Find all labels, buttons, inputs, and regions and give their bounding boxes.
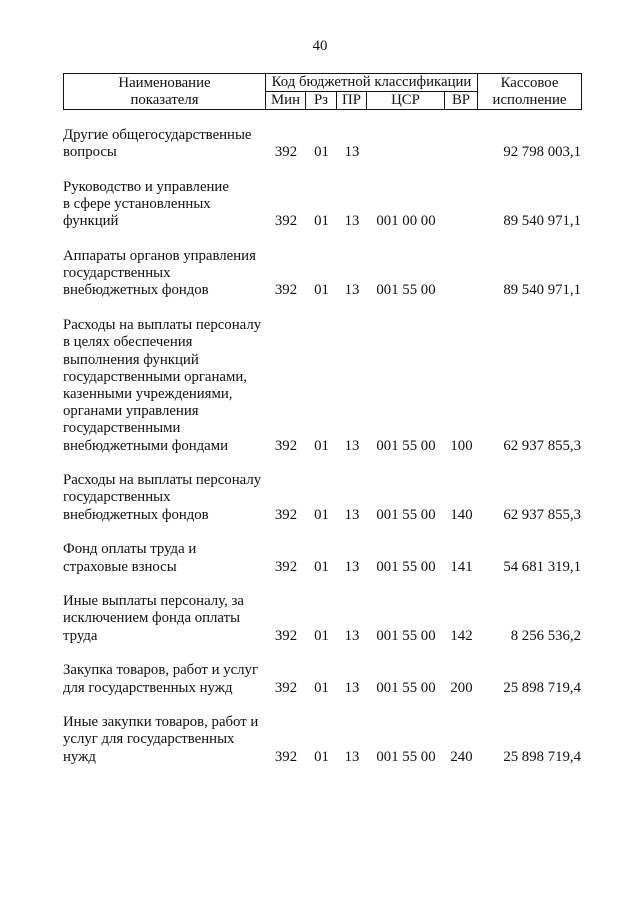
- indicator-name-line: труда: [63, 627, 98, 644]
- indicator-name-line: в целях обеспечения: [63, 334, 193, 351]
- header-code-expense-type: ВР: [451, 92, 471, 108]
- indicator-name-line: внебюджетных фондов: [63, 506, 209, 523]
- indicator-name: [63, 248, 266, 300]
- section-code: 01: [314, 506, 329, 523]
- indicator-name-line: исключением фонда оплаты: [63, 610, 241, 627]
- subsection-code: 13: [344, 506, 360, 523]
- indicator-name-line: Фонд оплаты труда и: [63, 541, 197, 558]
- table-row: [63, 662, 581, 696]
- indicator-name-line: внебюджетных фондов: [63, 282, 209, 299]
- cash-execution-value: 25 898 719,4: [503, 748, 581, 765]
- target-article-code: 001 55 00: [376, 437, 436, 454]
- target-article-code: 001 00 00: [376, 213, 436, 230]
- section-code: 01: [314, 679, 329, 696]
- table-row: [63, 541, 581, 575]
- section-code: 01: [314, 437, 329, 454]
- ministry-code: 392: [274, 679, 298, 696]
- indicator-name-line: Другие общегосударственные: [63, 127, 252, 143]
- indicator-name-line: Закупка товаров, работ и услуг: [63, 662, 259, 679]
- indicator-name: [63, 541, 266, 575]
- target-article-code: 001 55 00: [376, 627, 436, 644]
- indicator-name: [63, 662, 266, 696]
- table-header: [63, 73, 582, 110]
- expense-type-code: 200: [450, 679, 473, 696]
- ministry-code: 392: [274, 558, 298, 575]
- indicator-name-line: выполнения функций: [63, 351, 199, 368]
- section-code: 01: [314, 213, 329, 230]
- cash-execution-value: 8 256 536,2: [510, 627, 581, 644]
- subsection-code: 13: [344, 144, 360, 161]
- ministry-code: 392: [274, 144, 298, 161]
- expense-type-code: 140: [450, 506, 473, 523]
- header-indicator-name: [64, 74, 266, 109]
- header-cash-execution-line: исполнение: [492, 92, 567, 108]
- subsection-code: 13: [344, 748, 360, 765]
- indicator-name: [63, 714, 266, 766]
- cash-execution-value: 92 798 003,1: [503, 144, 581, 161]
- section-code: 01: [314, 144, 329, 161]
- indicator-name-line: Расходы на выплаты персоналу: [63, 317, 262, 334]
- cash-execution-value: 89 540 971,1: [503, 213, 581, 230]
- cash-execution-value: 62 937 855,3: [503, 506, 581, 523]
- indicator-name-line: государственными органами,: [63, 368, 247, 385]
- target-article-code: 001 55 00: [376, 748, 436, 765]
- header-indicator-name-line: показателя: [130, 92, 199, 108]
- table-row: [63, 593, 581, 645]
- indicator-name-line: функций: [63, 213, 119, 230]
- expense-type-code: 240: [450, 748, 473, 765]
- ministry-code: 392: [274, 748, 298, 765]
- indicator-name: [63, 593, 266, 645]
- section-code: 01: [314, 558, 329, 575]
- header-cash-execution: [478, 74, 581, 109]
- expense-type-code: 142: [450, 627, 473, 644]
- indicator-name: [63, 317, 266, 455]
- indicator-name-line: в сфере установленных: [63, 196, 211, 213]
- table-row: [63, 472, 581, 524]
- section-code: 01: [314, 627, 329, 644]
- header-cash-execution-line: Кассовое: [500, 75, 559, 91]
- indicator-name-line: органами управления: [63, 403, 199, 420]
- cash-execution-value: 62 937 855,3: [503, 437, 581, 454]
- subsection-code: 13: [344, 213, 360, 230]
- table-row: [63, 179, 581, 231]
- indicator-name: [63, 472, 266, 524]
- subsection-code: 13: [344, 627, 360, 644]
- header-indicator-name-line: Наименование: [118, 75, 211, 91]
- header-code-subsection: ПР: [337, 92, 367, 109]
- subsection-code: 13: [344, 437, 360, 454]
- indicator-name: [63, 179, 266, 231]
- table-body: [63, 127, 581, 783]
- indicator-name-line: Руководство и управление: [63, 178, 229, 195]
- header-budget-code-group: [266, 74, 478, 109]
- expense-type-code: 141: [450, 558, 473, 575]
- header-budget-code-columns: [266, 92, 477, 109]
- header-code-ministry: Мин: [266, 92, 306, 109]
- table-row: [63, 714, 581, 766]
- header-code-target-article: ЦСР: [367, 92, 445, 109]
- indicator-name-line: Аппараты органов управления: [63, 248, 256, 265]
- section-code: 01: [314, 282, 329, 299]
- table-row: [63, 248, 581, 300]
- subsection-code: 13: [344, 558, 360, 575]
- ministry-code: 392: [274, 627, 298, 644]
- indicator-name-line: Расходы на выплаты персоналу: [63, 472, 262, 489]
- page-number: 40: [312, 38, 328, 54]
- cash-execution-value: 89 540 971,1: [503, 282, 581, 299]
- indicator-name-line: казенными учреждениями,: [63, 385, 233, 402]
- expense-type-code: 100: [450, 437, 473, 454]
- target-article-code: 001 55 00: [376, 282, 436, 299]
- subsection-code: 13: [344, 282, 360, 299]
- indicator-name-line: Иные закупки товаров, работ и: [63, 714, 259, 731]
- header-code-section: Рз: [306, 92, 337, 109]
- ministry-code: 392: [274, 282, 298, 299]
- indicator-name-line: услуг для государственных: [63, 731, 235, 748]
- indicator-name-line: для государственных нужд: [63, 679, 233, 696]
- ministry-code: 392: [274, 213, 298, 230]
- header-budget-code-title: Код бюджетной классификации: [266, 74, 477, 92]
- indicator-name: [63, 127, 266, 161]
- indicator-name-line: вопросы: [63, 144, 117, 161]
- indicator-name-line: страховые взносы: [63, 558, 177, 575]
- target-article-code: 001 55 00: [376, 679, 436, 696]
- indicator-name-line: нужд: [63, 748, 96, 765]
- ministry-code: 392: [274, 437, 298, 454]
- indicator-name-line: внебюджетными фондами: [63, 437, 229, 454]
- indicator-name-line: государственных: [63, 489, 171, 506]
- ministry-code: 392: [274, 506, 298, 523]
- table-row: [63, 317, 581, 455]
- cash-execution-value: 54 681 319,1: [503, 558, 581, 575]
- cash-execution-value: 25 898 719,4: [503, 679, 581, 696]
- indicator-name-line: государственных: [63, 265, 171, 282]
- indicator-name-line: государственными: [63, 420, 181, 437]
- table-row: [63, 127, 581, 161]
- indicator-name-line: Иные выплаты персоналу, за: [63, 593, 244, 610]
- target-article-code: 001 55 00: [376, 558, 436, 575]
- target-article-code: 001 55 00: [376, 506, 436, 523]
- subsection-code: 13: [344, 679, 360, 696]
- section-code: 01: [314, 748, 329, 765]
